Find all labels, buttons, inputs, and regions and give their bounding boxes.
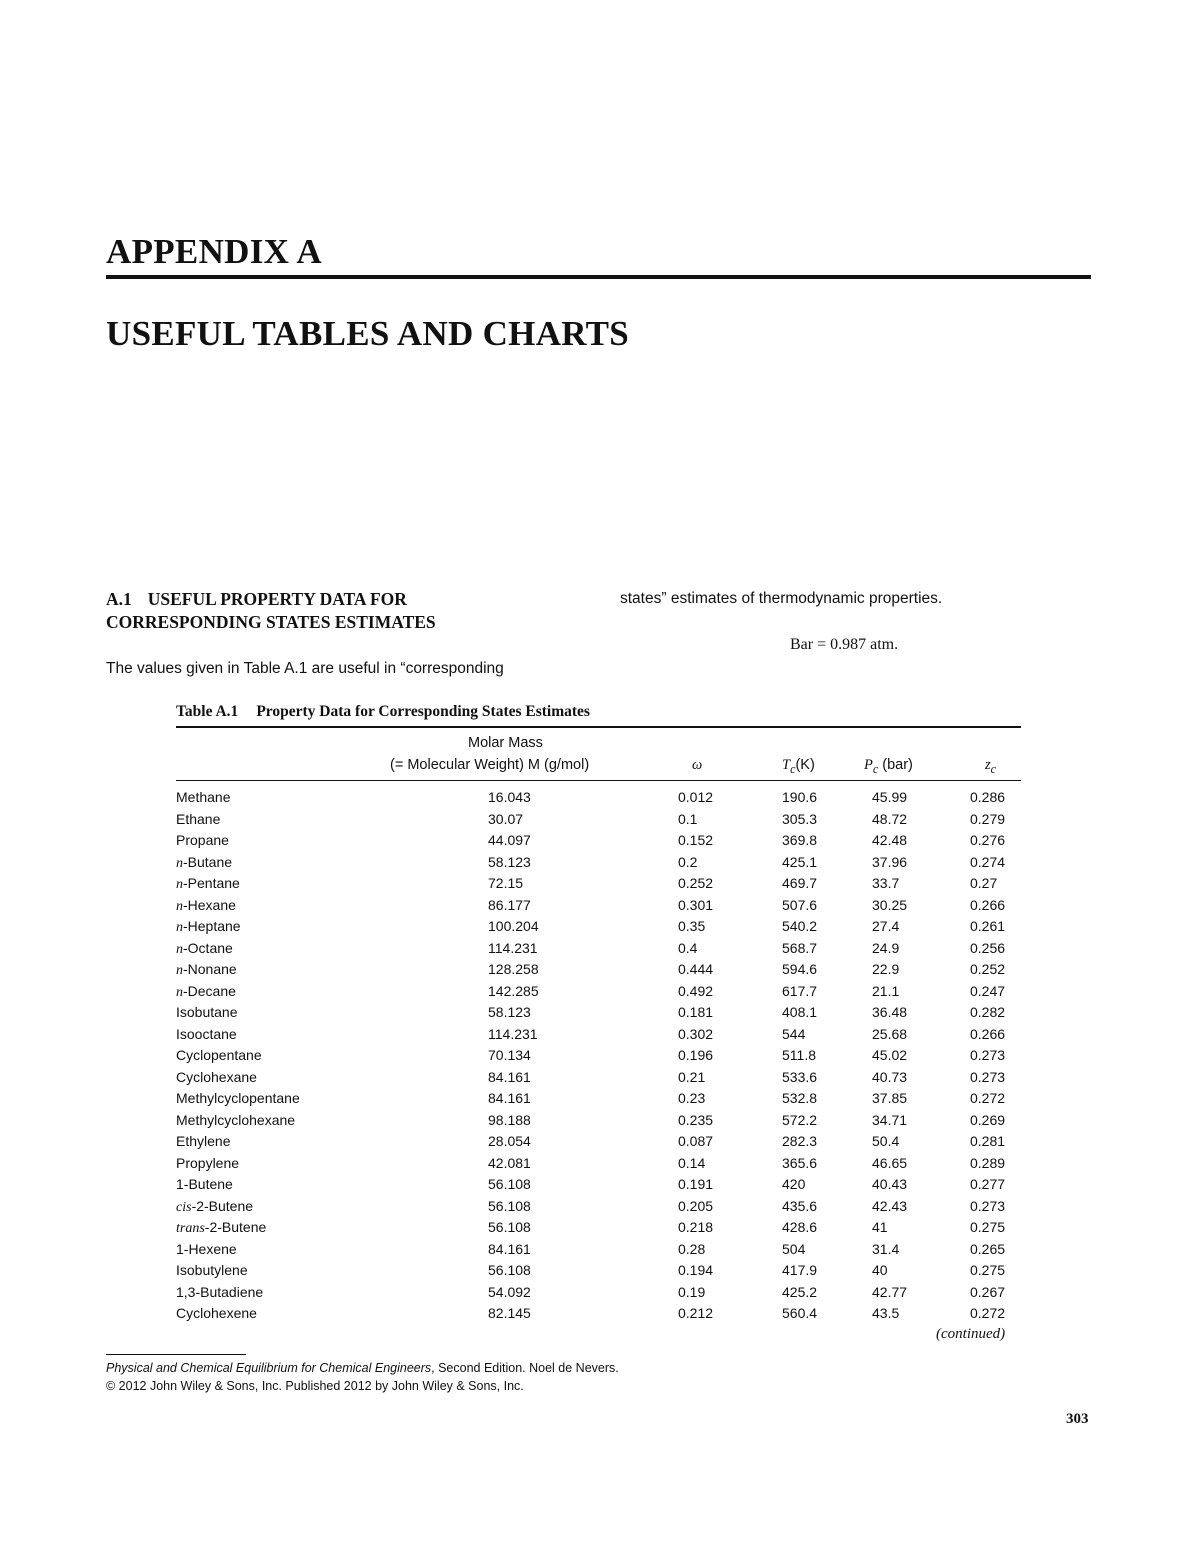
cell-omega: 0.302 bbox=[678, 1025, 714, 1042]
cell-compound-name: Isobutylene bbox=[176, 1262, 248, 1278]
cell-pc: 31.4 bbox=[872, 1240, 900, 1257]
cell-zc: 0.282 bbox=[970, 1004, 1006, 1020]
section-heading bbox=[106, 588, 436, 634]
cell-tc: 369.8 bbox=[782, 832, 818, 848]
cell-molar-mass: 70.134 bbox=[488, 1047, 531, 1063]
cell-zc: 0.261 bbox=[970, 918, 1006, 934]
intro-text-right: states” estimates of thermodynamic properties. bbox=[620, 590, 943, 607]
cell-molar-mass: 98.188 bbox=[488, 1111, 531, 1128]
cell-molar-mass: 56.108 bbox=[488, 1197, 531, 1214]
cell-molar-mass: 114.231 bbox=[488, 939, 538, 956]
cell-compound-name: Propylene bbox=[176, 1154, 240, 1171]
cell-tc: 408.1 bbox=[782, 1004, 818, 1020]
cell-tc: 568.7 bbox=[782, 939, 818, 956]
cell-molar-mass: 142.285 bbox=[488, 982, 539, 999]
table-row bbox=[176, 895, 1021, 917]
cell-zc: 0.275 bbox=[970, 1219, 1006, 1235]
header-omega: ω bbox=[692, 757, 703, 773]
cell-pc: 46.65 bbox=[872, 1154, 908, 1171]
cell-pc: 50.4 bbox=[872, 1133, 900, 1149]
cell-omega: 0.012 bbox=[678, 789, 714, 805]
cell-zc: 0.273 bbox=[970, 1197, 1006, 1214]
cell-molar-mass: 54.092 bbox=[488, 1283, 531, 1300]
cell-omega: 0.212 bbox=[678, 1305, 714, 1321]
cell-tc: 282.3 bbox=[782, 1133, 818, 1149]
table-row bbox=[176, 1239, 1021, 1261]
cell-omega: 0.2 bbox=[678, 853, 698, 870]
cell-zc: 0.267 bbox=[970, 1283, 1006, 1300]
cell-tc: 617.7 bbox=[782, 982, 818, 999]
cell-molar-mass: 72.15 bbox=[488, 875, 524, 891]
cell-pc: 37.85 bbox=[872, 1090, 908, 1106]
cell-omega: 0.196 bbox=[678, 1047, 714, 1063]
table-row bbox=[176, 1174, 1021, 1196]
property-table-body bbox=[176, 787, 1021, 1325]
cell-tc: 560.4 bbox=[782, 1305, 818, 1321]
cell-compound-name: Isooctane bbox=[176, 1025, 237, 1042]
table-row bbox=[176, 873, 1021, 895]
cell-omega: 0.492 bbox=[678, 982, 714, 999]
table-row bbox=[176, 1303, 1021, 1325]
section-heading-line1: USEFUL PROPERTY DATA FOR bbox=[147, 589, 407, 609]
cell-pc: 33.7 bbox=[872, 875, 900, 891]
table-row bbox=[176, 1002, 1021, 1024]
header-molar-mass-line2: (= Molecular Weight) M (g/mol) bbox=[390, 757, 590, 773]
cell-omega: 0.191 bbox=[678, 1176, 714, 1192]
cell-tc: 504 bbox=[782, 1240, 806, 1257]
cell-zc: 0.273 bbox=[970, 1047, 1006, 1063]
cell-omega: 0.21 bbox=[678, 1068, 706, 1085]
cell-pc: 24.9 bbox=[872, 939, 900, 956]
table-row bbox=[176, 1024, 1021, 1046]
cell-pc: 37.96 bbox=[872, 853, 908, 870]
cell-pc: 45.99 bbox=[872, 789, 908, 805]
table-row bbox=[176, 1260, 1021, 1282]
page-number: 303 bbox=[1066, 1411, 1089, 1427]
cell-compound-name: n-Pentane bbox=[176, 875, 240, 892]
cell-omega: 0.087 bbox=[678, 1133, 714, 1149]
cell-molar-mass: 30.07 bbox=[488, 810, 524, 827]
cell-tc: 190.6 bbox=[782, 789, 818, 805]
cell-zc: 0.252 bbox=[970, 961, 1006, 977]
cell-compound-name: n-Nonane bbox=[176, 961, 237, 978]
cell-zc: 0.279 bbox=[970, 810, 1006, 827]
table-header-rule bbox=[176, 780, 1021, 781]
cell-compound-name: n-Decane bbox=[176, 982, 236, 1000]
cell-omega: 0.181 bbox=[678, 1004, 714, 1020]
cell-tc: 544 bbox=[782, 1025, 806, 1042]
cell-pc: 42.48 bbox=[872, 832, 908, 848]
cell-omega: 0.218 bbox=[678, 1219, 714, 1235]
cell-pc: 22.9 bbox=[872, 961, 900, 977]
cell-molar-mass: 128.258 bbox=[488, 961, 539, 977]
cell-omega: 0.444 bbox=[678, 961, 714, 977]
cell-omega: 0.205 bbox=[678, 1197, 714, 1214]
cell-omega: 0.23 bbox=[678, 1090, 706, 1106]
cell-zc: 0.256 bbox=[970, 939, 1006, 956]
table-caption-number: Table A.1 bbox=[176, 703, 239, 720]
cell-compound-name: Isobutane bbox=[176, 1004, 238, 1020]
cell-tc: 511.8 bbox=[782, 1047, 816, 1063]
cell-molar-mass: 28.054 bbox=[488, 1133, 531, 1149]
table-caption bbox=[176, 703, 590, 721]
cell-tc: 417.9 bbox=[782, 1262, 818, 1278]
cell-molar-mass: 84.161 bbox=[488, 1068, 531, 1085]
cell-zc: 0.266 bbox=[970, 896, 1006, 913]
cell-omega: 0.19 bbox=[678, 1283, 706, 1300]
table-row bbox=[176, 1217, 1021, 1239]
cell-compound-name: Ethylene bbox=[176, 1133, 231, 1149]
cell-pc: 45.02 bbox=[872, 1047, 908, 1063]
cell-zc: 0.269 bbox=[970, 1111, 1006, 1128]
cell-compound-name: n-Butane bbox=[176, 853, 233, 871]
cell-tc: 540.2 bbox=[782, 918, 818, 934]
cell-pc: 41 bbox=[872, 1219, 888, 1235]
cell-pc: 25.68 bbox=[872, 1025, 908, 1042]
cell-tc: 507.6 bbox=[782, 896, 818, 913]
cell-zc: 0.27 bbox=[970, 875, 998, 891]
cell-omega: 0.235 bbox=[678, 1111, 714, 1128]
cell-compound-name: Ethane bbox=[176, 810, 221, 827]
cell-pc: 34.71 bbox=[872, 1111, 908, 1128]
cell-pc: 36.48 bbox=[872, 1004, 908, 1020]
footnote-rule bbox=[106, 1354, 246, 1355]
table-row bbox=[176, 938, 1021, 960]
cell-zc: 0.286 bbox=[970, 789, 1006, 805]
table-row bbox=[176, 1153, 1021, 1175]
cell-compound-name: 1,3-Butadiene bbox=[176, 1283, 264, 1300]
table-row bbox=[176, 830, 1021, 852]
cell-tc: 425.2 bbox=[782, 1283, 818, 1300]
cell-tc: 469.7 bbox=[782, 875, 818, 891]
table-row bbox=[176, 1067, 1021, 1089]
table-row bbox=[176, 787, 1021, 809]
header-tc: $T_c(K)$ bbox=[782, 757, 815, 776]
cell-zc: 0.274 bbox=[970, 853, 1006, 870]
footnote-citation: Physical and Chemical Equilibrium for Chemical Engineers, Second Edition. Noel de Nevers. bbox=[106, 1361, 619, 1375]
cell-compound-name: Cyclohexane bbox=[176, 1068, 257, 1085]
table-row bbox=[176, 1088, 1021, 1110]
cell-compound-name: Methylcyclohexane bbox=[176, 1111, 296, 1128]
cell-omega: 0.1 bbox=[678, 810, 698, 827]
table-row bbox=[176, 1110, 1021, 1132]
table-row bbox=[176, 981, 1021, 1003]
cell-molar-mass: 56.108 bbox=[488, 1262, 531, 1278]
cell-compound-name: Methane bbox=[176, 789, 231, 805]
header-molar-mass-line1: Molar Mass bbox=[468, 735, 543, 751]
cell-omega: 0.194 bbox=[678, 1262, 714, 1278]
cell-compound-name: Cyclopentane bbox=[176, 1047, 262, 1063]
cell-tc: 305.3 bbox=[782, 810, 818, 827]
cell-molar-mass: 56.108 bbox=[488, 1219, 531, 1235]
cell-zc: 0.276 bbox=[970, 832, 1006, 848]
cell-molar-mass: 58.123 bbox=[488, 1004, 531, 1020]
table-row bbox=[176, 1045, 1021, 1067]
cell-omega: 0.35 bbox=[678, 918, 706, 934]
table-row bbox=[176, 852, 1021, 874]
cell-zc: 0.247 bbox=[970, 982, 1006, 999]
header-zc: $z_c$ bbox=[985, 757, 997, 776]
cell-tc: 420 bbox=[782, 1176, 806, 1192]
cell-pc: 40 bbox=[872, 1262, 888, 1278]
table-row bbox=[176, 959, 1021, 981]
appendix-label: APPENDIX A bbox=[106, 232, 322, 271]
cell-molar-mass: 84.161 bbox=[488, 1240, 531, 1257]
cell-compound-name: 1-Hexene bbox=[176, 1240, 237, 1257]
chapter-title: USEFUL TABLES AND CHARTS bbox=[106, 314, 630, 353]
cell-zc: 0.273 bbox=[970, 1068, 1006, 1085]
cell-pc: 43.5 bbox=[872, 1305, 900, 1321]
cell-compound-name: n-Octane bbox=[176, 939, 233, 957]
cell-zc: 0.281 bbox=[970, 1133, 1006, 1149]
cell-compound-name: trans-2-Butene bbox=[176, 1219, 267, 1236]
cell-compound-name: Methylcyclopentane bbox=[176, 1090, 300, 1106]
cell-compound-name: n-Hexane bbox=[176, 896, 236, 914]
table-top-rule bbox=[176, 726, 1021, 728]
cell-compound-name: 1-Butene bbox=[176, 1176, 233, 1192]
cell-pc: 21.1 bbox=[872, 982, 900, 999]
cell-molar-mass: 114.231 bbox=[488, 1025, 538, 1042]
table-row bbox=[176, 1196, 1021, 1218]
cell-tc: 533.6 bbox=[782, 1068, 818, 1085]
table-caption-title: Property Data for Corresponding States Estimates bbox=[256, 703, 590, 720]
cell-zc: 0.277 bbox=[970, 1176, 1006, 1192]
table-row bbox=[176, 1282, 1021, 1304]
cell-tc: 594.6 bbox=[782, 961, 818, 977]
cell-molar-mass: 16.043 bbox=[488, 789, 531, 805]
cell-zc: 0.289 bbox=[970, 1154, 1006, 1171]
cell-omega: 0.252 bbox=[678, 875, 714, 891]
cell-compound-name: cis-2-Butene bbox=[176, 1197, 254, 1215]
cell-molar-mass: 84.161 bbox=[488, 1090, 531, 1106]
cell-compound-name: n-Heptane bbox=[176, 918, 241, 935]
cell-molar-mass: 100.204 bbox=[488, 918, 539, 934]
cell-molar-mass: 82.145 bbox=[488, 1305, 531, 1321]
cell-pc: 48.72 bbox=[872, 810, 908, 827]
cell-pc: 40.43 bbox=[872, 1176, 908, 1192]
table-row bbox=[176, 916, 1021, 938]
table-row bbox=[176, 1131, 1021, 1153]
cell-omega: 0.28 bbox=[678, 1240, 706, 1257]
cell-omega: 0.301 bbox=[678, 896, 714, 913]
intro-text-left: The values given in Table A.1 are useful in “corresponding bbox=[106, 660, 504, 677]
cell-tc: 425.1 bbox=[782, 853, 818, 870]
cell-pc: 42.43 bbox=[872, 1197, 908, 1214]
cell-tc: 428.6 bbox=[782, 1219, 818, 1235]
cell-pc: 30.25 bbox=[872, 896, 908, 913]
cell-zc: 0.275 bbox=[970, 1262, 1006, 1278]
cell-molar-mass: 58.123 bbox=[488, 853, 531, 870]
unit-note: Bar = 0.987 atm. bbox=[790, 636, 899, 653]
cell-tc: 365.6 bbox=[782, 1154, 818, 1171]
cell-compound-name: Propane bbox=[176, 832, 229, 848]
cell-omega: 0.152 bbox=[678, 832, 714, 848]
section-number: A.1 bbox=[106, 589, 132, 609]
header-pc: $P_c$ (bar) bbox=[864, 757, 913, 776]
footnote-copyright: © 2012 John Wiley & Sons, Inc. Published 2012 by John Wiley & Sons, Inc. bbox=[106, 1379, 524, 1393]
cell-molar-mass: 44.097 bbox=[488, 832, 531, 848]
cell-compound-name: Cyclohexene bbox=[176, 1305, 257, 1321]
cell-molar-mass: 56.108 bbox=[488, 1176, 531, 1192]
cell-pc: 40.73 bbox=[872, 1068, 908, 1085]
cell-tc: 572.2 bbox=[782, 1111, 818, 1128]
continued-note: (continued) bbox=[936, 1326, 1006, 1342]
cell-zc: 0.266 bbox=[970, 1025, 1006, 1042]
cell-zc: 0.272 bbox=[970, 1305, 1006, 1321]
cell-pc: 42.77 bbox=[872, 1283, 908, 1300]
cell-tc: 435.6 bbox=[782, 1197, 818, 1214]
cell-omega: 0.14 bbox=[678, 1154, 706, 1171]
cell-molar-mass: 42.081 bbox=[488, 1154, 531, 1171]
cell-zc: 0.265 bbox=[970, 1240, 1006, 1257]
cell-omega: 0.4 bbox=[678, 939, 698, 956]
cell-zc: 0.272 bbox=[970, 1090, 1006, 1106]
cell-pc: 27.4 bbox=[872, 918, 900, 934]
cell-molar-mass: 86.177 bbox=[488, 896, 531, 913]
chapter-rule bbox=[106, 275, 1091, 279]
cell-tc: 532.8 bbox=[782, 1090, 818, 1106]
table-row bbox=[176, 809, 1021, 831]
section-heading-line2: CORRESPONDING STATES ESTIMATES bbox=[106, 612, 436, 632]
